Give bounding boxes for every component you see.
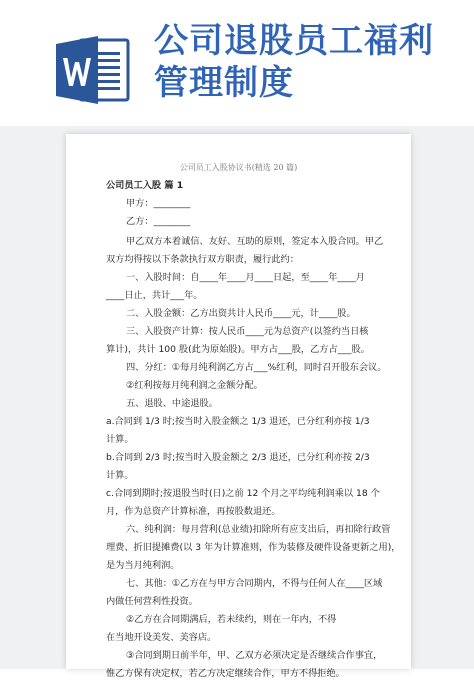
document-line: 甲乙双方本着诚信、友好、互助的原则，签定本入股合同。甲乙 bbox=[126, 236, 384, 247]
document-line: ②红利按每月纯利润之金额分配。 bbox=[126, 380, 263, 391]
document-line: 六、纯利润：每月营利(总业绩)扣除所有应支出后，再扣除行政管 bbox=[126, 524, 391, 535]
document-line: 四、分红：①每月纯利润乙方占___%红利，同时召开股东会议。 bbox=[126, 362, 387, 373]
document-page bbox=[66, 134, 411, 679]
document-line: 五、退股、中途退股。 bbox=[126, 398, 218, 409]
document-line: 计算。 bbox=[106, 434, 134, 445]
document-line: 一、入股时间：自____年____月____日起，至____年____月 bbox=[126, 272, 365, 283]
document-line: 甲方：________ bbox=[126, 198, 191, 209]
document-line: 在当地开设美发、美容店。 bbox=[106, 632, 217, 643]
document-line: ____日止，共计___年。 bbox=[106, 290, 203, 301]
banner bbox=[0, 0, 474, 130]
banner-title-line-1: 公司退股员工福利 bbox=[154, 21, 434, 61]
word-icon bbox=[50, 28, 134, 112]
document-line: 算计)，共计 100 股(此为原始股)。甲方占___股，乙方占___股。 bbox=[106, 344, 370, 355]
document-line: 月，作为总资产计算标准，再按股数退还。 bbox=[106, 506, 281, 517]
document-line: 双方均得按以下条款执行双方职责，履行此约： bbox=[106, 254, 299, 265]
document-header: 公司员工入股协议书(精选 20 篇) bbox=[179, 163, 298, 172]
banner-title bbox=[154, 20, 454, 104]
document-line: b.合同到 2/3 时;按当时入股金额之 2/3 退还，已分红利亦按 2/3 bbox=[106, 452, 370, 463]
document-line: 是为当月纯利润。 bbox=[106, 560, 180, 571]
document-line: 乙方：________ bbox=[126, 216, 191, 227]
document-line: 七、其他：①乙方在与甲方合同期内，不得与任何人在____区域 bbox=[126, 578, 383, 589]
banner-title-line-2: 管理制度 bbox=[154, 63, 294, 103]
document-line: 三、入股资产计算：按人民币____元为总资产(以签约当日核 bbox=[126, 326, 369, 337]
document-line: ②乙方在合同期满后，若未续约，则在一年内，不得 bbox=[126, 614, 337, 625]
document-line: a.合同到 1/3 时;按当时入股金额之 1/3 退还，已分红利亦按 1/3 bbox=[106, 416, 370, 427]
section-heading: 公司员工入股 篇 1 bbox=[106, 180, 184, 191]
document-line: c.合同到期时;按退股当时(日)之前 12 个月之平均纯利润乘以 18 个 bbox=[106, 488, 380, 499]
document-line: 惟乙方保有决定权，若乙方决定继续合作，甲方不得拒绝。 bbox=[106, 668, 345, 679]
document-line: ③合同到期日前半年，甲、乙双方必须决定是否继续合作事宜， bbox=[126, 650, 383, 661]
document-line: 理费、折旧提摊费(以 3 年为计算准则，作为装修及硬件设备更新之用)， bbox=[106, 542, 401, 553]
document-line: 计算。 bbox=[106, 470, 134, 481]
document-line: 内做任何营利性投资。 bbox=[106, 596, 198, 607]
document-line: 二、入股金额：乙方出资共计人民币____元，计____股。 bbox=[126, 308, 356, 319]
